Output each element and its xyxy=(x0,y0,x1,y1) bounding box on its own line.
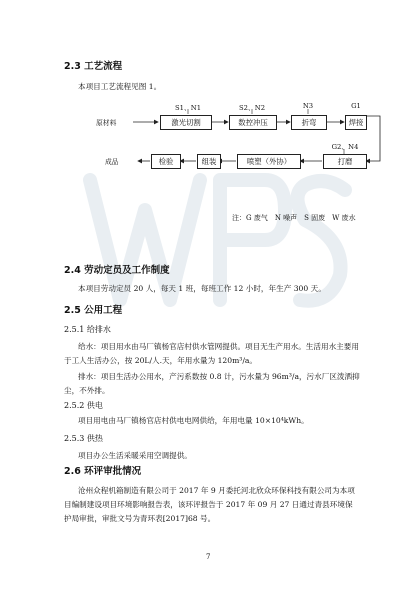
water-supply-paragraph: 给水：项目用水由马厂镇杨官店村供水管网提供。项目无生产用水。生活用水主要用于工人生活办公，按 20L/人.天，年用水量为 120m³/a。 xyxy=(64,342,359,366)
flow-code-label: G1 xyxy=(351,102,361,110)
subsection-heading-2-5-2: 2.5.2 供电 xyxy=(64,401,103,410)
page-number: 7 xyxy=(206,553,211,561)
flow-start-label: 原材料 xyxy=(96,119,117,127)
flow-code-label: N3 xyxy=(302,102,314,110)
flow-step-box: 打磨 xyxy=(323,154,367,169)
flow-step-box: 激光切割 xyxy=(160,115,212,130)
flow-step-box: 折弯 xyxy=(291,115,327,130)
section-heading-2-4: 2.4 劳动定员及工作制度 xyxy=(64,265,170,276)
section-2-4-text: 本项目劳动定员 20 人，每天 1 班，每班工作 12 小时，年生产 300 天。 xyxy=(78,284,326,293)
flow-step-box: 数控冲压 xyxy=(229,115,277,130)
flow-step-box: 喷塑（外协） xyxy=(237,154,301,169)
process-flow-diagram xyxy=(0,0,420,260)
section-heading-2-3: 2.3 工艺流程 xyxy=(64,61,123,72)
heating-text: 项目办公生活采暖采用空调提供。 xyxy=(78,451,192,460)
flow-step-box: 检验 xyxy=(151,154,181,169)
approval-paragraph: 沧州众程机箱制造有限公司于 2017 年 9 月委托河北欣众环保科技有限公司为本项目编制建设项目环境影响报告表，该环评报告于 2017 年 09 月 27 日通过青县环境保护局审批，审批文号为青环表[2017]68 号。 xyxy=(64,486,355,524)
flow-legend: 注：G 废气 N 噪声 S 固废 W 废水 xyxy=(232,214,356,222)
flow-step-box: 焊接 xyxy=(345,115,367,130)
flow-code-label: S1、N1 xyxy=(174,104,202,112)
section-heading-2-5: 2.5 公用工程 xyxy=(64,305,123,316)
section-heading-2-6: 2.6 环评审批情况 xyxy=(64,466,142,477)
subsection-heading-2-5-3: 2.5.3 供热 xyxy=(64,434,103,443)
subsection-heading-2-5-1: 2.5.1 给排水 xyxy=(64,325,111,334)
flow-end-label: 成品 xyxy=(105,158,119,166)
flow-code-label: S2、N2 xyxy=(238,104,266,112)
flow-step-box: 组装 xyxy=(197,154,221,169)
drainage-paragraph: 排水：项目生活办公用水，产污系数按 0.8 计，污水量为 96m³/a，污水厂区泼洒抑尘，不外排。 xyxy=(64,372,360,396)
flow-code-label: G2、N4 xyxy=(331,143,359,151)
power-supply-text: 项目用电由马厂镇杨官店村供电电网供给，年用电量 10×10⁴kWh。 xyxy=(78,416,309,425)
flow-intro-text: 本项目工艺流程见图 1。 xyxy=(78,82,162,91)
